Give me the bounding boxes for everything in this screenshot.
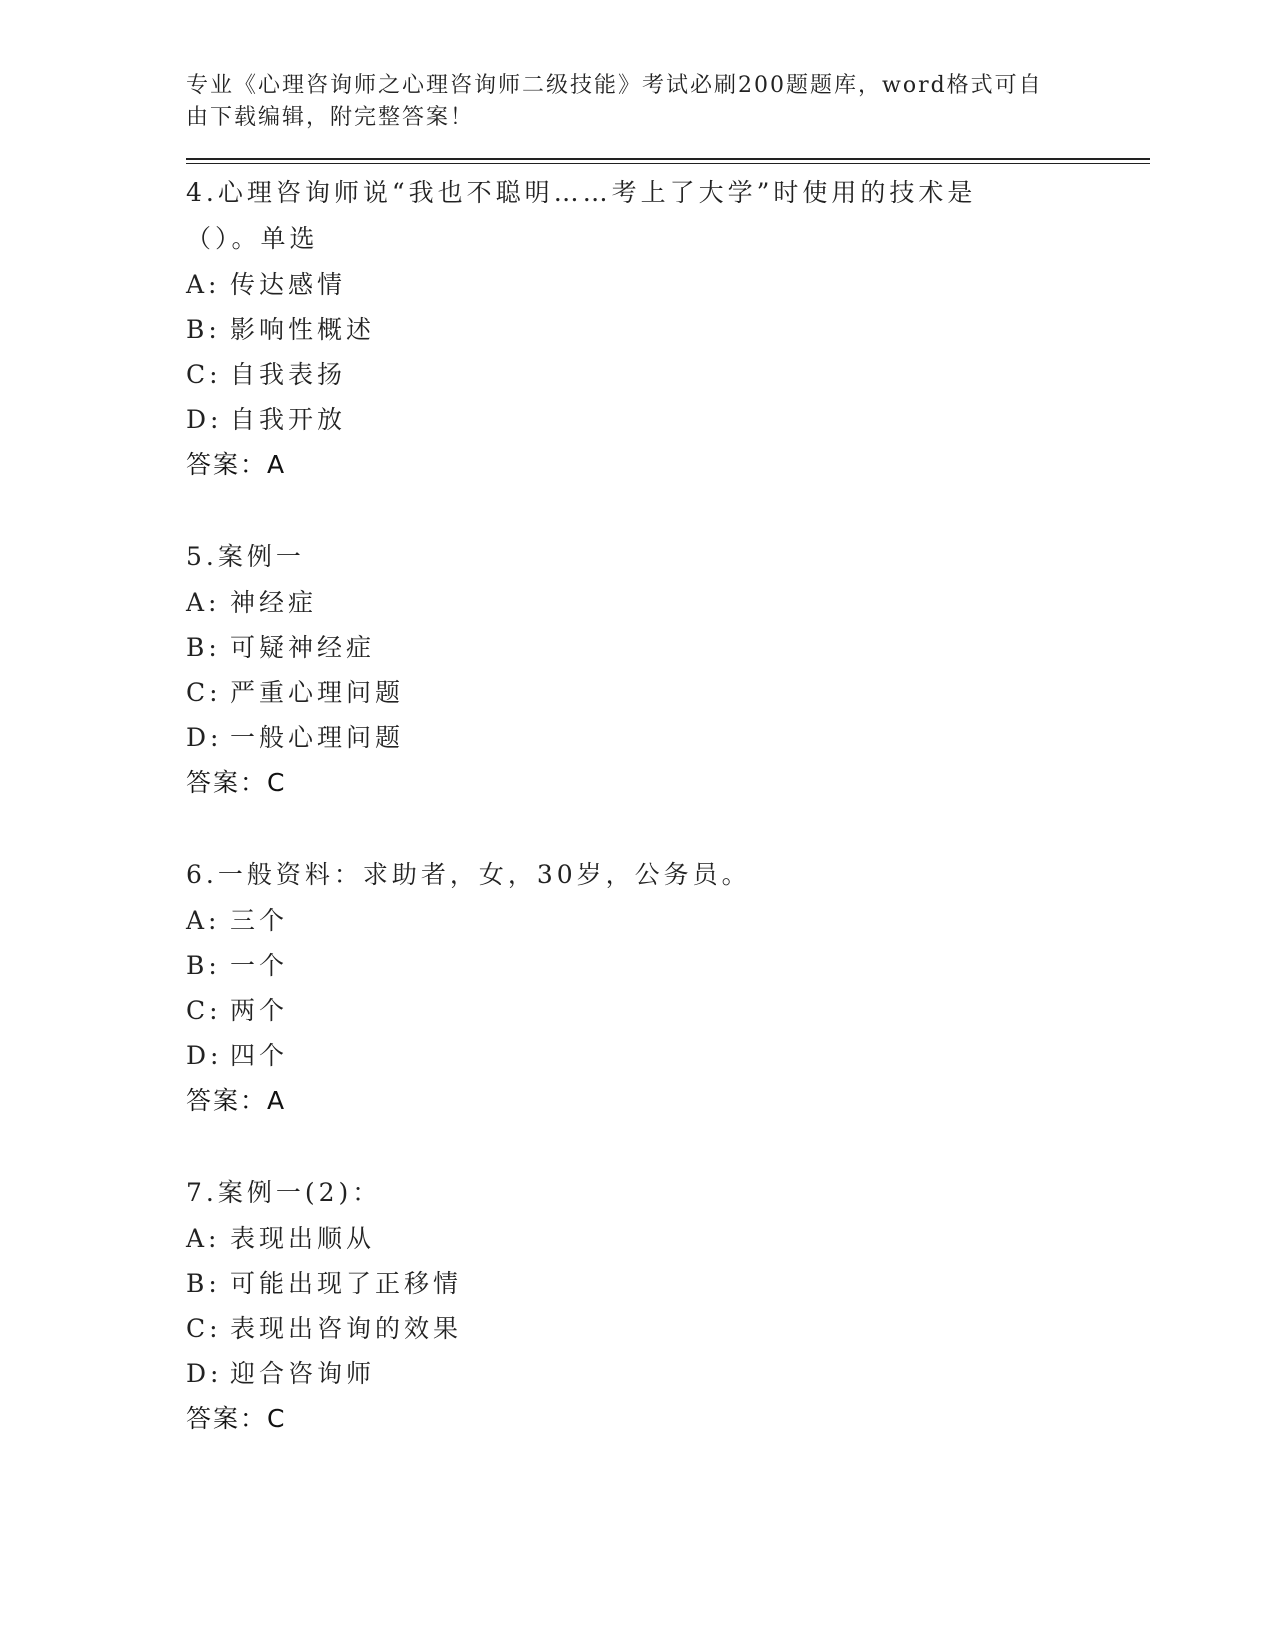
option-letter: A: — [186, 270, 221, 299]
option-b — [186, 943, 1146, 988]
option-text: 自我开放 — [230, 405, 347, 434]
option-letter: C: — [186, 360, 222, 389]
option-letter: A: — [186, 906, 221, 935]
option-letter: D: — [186, 723, 223, 752]
option-letter: D: — [186, 1359, 223, 1388]
document-header: 专业《心理咨询师之心理咨询师二级技能》考试必刷200题题库，word格式可自由下载编辑，附完整答案！ — [186, 73, 1043, 130]
option-letter: B: — [186, 1269, 221, 1298]
answer-line: 答案：C — [186, 1404, 287, 1433]
option-text: 可疑神经症 — [230, 633, 376, 662]
option-c — [186, 352, 1146, 397]
answer-line: 答案：C — [186, 768, 287, 797]
option-text: 一般心理问题 — [230, 723, 405, 752]
option-text: 表现出咨询的效果 — [230, 1314, 463, 1343]
option-c — [186, 988, 1146, 1033]
option-letter: B: — [186, 315, 221, 344]
header-divider — [186, 158, 1150, 164]
option-letter: C: — [186, 678, 222, 707]
option-b — [186, 625, 1146, 670]
option-text: 表现出顺从 — [230, 1224, 376, 1253]
option-text: 影响性概述 — [230, 315, 376, 344]
option-letter: A: — [186, 1224, 221, 1253]
option-d — [186, 1351, 1146, 1396]
option-text: 三个 — [230, 906, 289, 935]
option-d — [186, 1033, 1146, 1078]
option-b — [186, 307, 1146, 352]
option-text: 神经症 — [230, 588, 318, 617]
option-d — [186, 715, 1146, 760]
option-a — [186, 1216, 1146, 1261]
option-text: 两个 — [230, 996, 289, 1025]
question-stem: 4.心理咨询师说“我也不聪明……考上了大学”时使用的技术是（）。单选 — [186, 178, 977, 253]
option-letter: C: — [186, 996, 222, 1025]
option-text: 可能出现了正移情 — [230, 1269, 463, 1298]
question-stem: 5.案例一 — [186, 542, 305, 571]
option-text: 四个 — [230, 1041, 289, 1070]
document-page — [186, 70, 1146, 1488]
option-letter: D: — [186, 405, 223, 434]
answer-line: 答案：A — [186, 450, 287, 479]
question-item — [186, 170, 1146, 488]
option-text: 自我表扬 — [230, 360, 347, 389]
option-a — [186, 262, 1146, 307]
option-c — [186, 1306, 1146, 1351]
option-letter: B: — [186, 633, 221, 662]
option-a — [186, 580, 1146, 625]
option-letter: A: — [186, 588, 221, 617]
option-a — [186, 898, 1146, 943]
option-letter: B: — [186, 951, 221, 980]
question-list — [186, 170, 1146, 1442]
option-d — [186, 397, 1146, 442]
option-c — [186, 670, 1146, 715]
question-stem: 6.一般资料：求助者，女，30岁，公务员。 — [186, 860, 751, 889]
option-b — [186, 1261, 1146, 1306]
option-text: 严重心理问题 — [230, 678, 405, 707]
option-text: 一个 — [230, 951, 289, 980]
question-stem: 7.案例一(2)： — [186, 1178, 382, 1207]
option-text: 迎合咨询师 — [230, 1359, 376, 1388]
answer-line: 答案：A — [186, 1086, 287, 1115]
question-item — [186, 852, 1146, 1124]
option-letter: C: — [186, 1314, 222, 1343]
option-text: 传达感情 — [230, 270, 347, 299]
option-letter: D: — [186, 1041, 223, 1070]
question-item — [186, 1170, 1146, 1442]
question-item — [186, 534, 1146, 806]
